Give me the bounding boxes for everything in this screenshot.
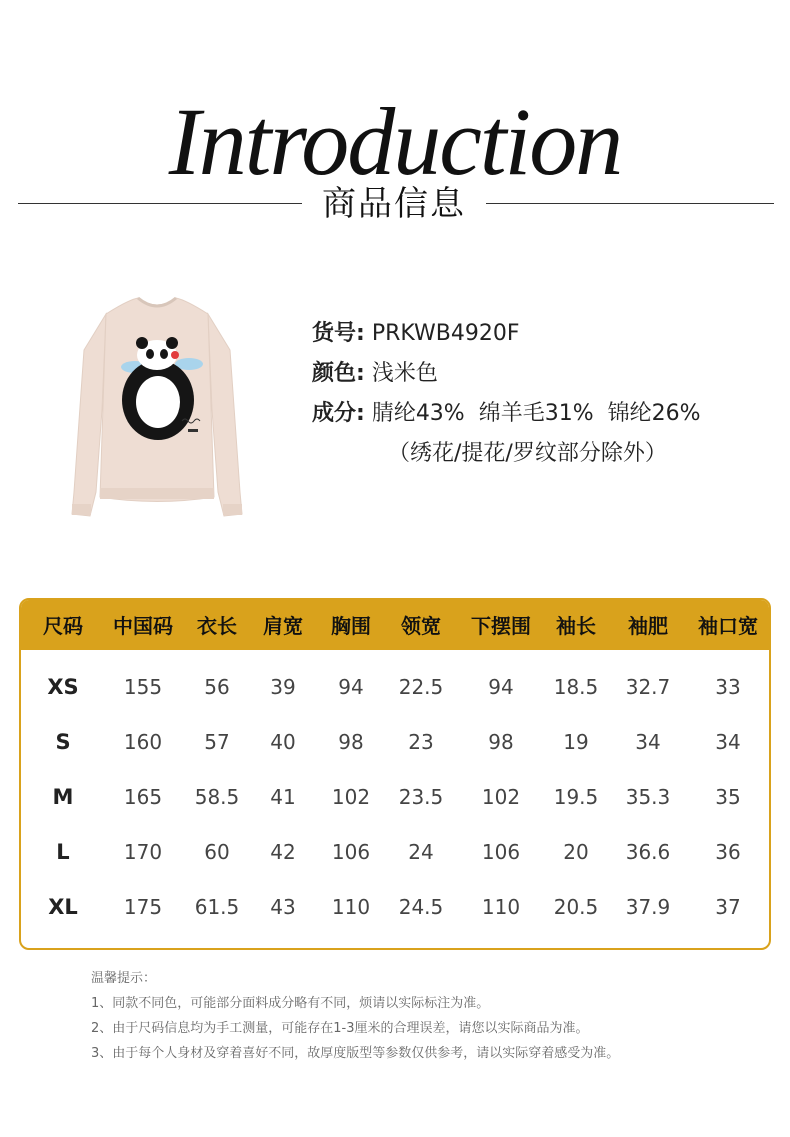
- size-table-cell: 34: [635, 730, 661, 754]
- size-label-cell: S: [55, 730, 71, 754]
- color-label: 颜色:: [312, 361, 365, 386]
- size-table-header-cell: 衣长: [197, 614, 237, 638]
- color-value: 浅米色: [371, 361, 438, 386]
- size-table-header-cell: 下摆围: [471, 614, 531, 638]
- size-table-cell: 61.5: [194, 895, 240, 919]
- size-table-cell: 22.5: [398, 675, 444, 699]
- material-label: 成分:: [312, 401, 365, 426]
- size-table-header-cell: 尺码: [43, 614, 83, 638]
- size-table-cell: 40: [270, 730, 296, 754]
- size-table-cell: 43: [270, 895, 296, 919]
- size-table-cell: 160: [123, 730, 163, 754]
- size-table-cell: 32.7: [625, 675, 671, 699]
- product-info: [312, 314, 700, 474]
- size-table-cell: 110: [331, 895, 371, 919]
- size-table-row: [21, 880, 769, 935]
- size-table-cell: 23.5: [398, 785, 444, 809]
- size-table-header-cell: 袖肥: [628, 614, 668, 638]
- material-note: （绣花/提花/罗纹部分除外）: [388, 441, 667, 466]
- size-table-cell: 19: [563, 730, 589, 754]
- introduction-title: Introduction: [168, 88, 622, 195]
- size-table-header-cell: 中国码: [113, 614, 173, 638]
- size-table-cell: 57: [204, 730, 230, 754]
- size-table-cell: 94: [338, 675, 364, 699]
- tips: [91, 966, 619, 1066]
- item-number-value: PRKWB4920F: [371, 321, 520, 346]
- size-table-cell: 39: [270, 675, 296, 699]
- size-table: [19, 598, 771, 950]
- material-value: 腈纶43% 绵羊毛31% 锦纶26%: [371, 401, 701, 426]
- size-table-cell: 102: [331, 785, 371, 809]
- size-table-cell: 36: [715, 840, 741, 864]
- size-table-header-cell: 肩宽: [263, 614, 303, 638]
- size-table-cell: 24: [408, 840, 434, 864]
- size-table-cell: 34: [715, 730, 741, 754]
- size-table-row: [21, 825, 769, 880]
- size-label-cell: L: [56, 840, 70, 864]
- size-table-cell: 36.6: [625, 840, 671, 864]
- size-table-cell: 35.3: [625, 785, 671, 809]
- size-table-cell: 56: [204, 675, 230, 699]
- panda-sweater-image: [68, 292, 246, 520]
- size-table-header-cell: 袖长: [556, 614, 596, 638]
- size-table-cell: 58.5: [194, 785, 240, 809]
- size-label-cell: XS: [47, 675, 79, 699]
- size-table-header-cell: 袖口宽: [698, 614, 758, 638]
- size-table-cell: 60: [204, 840, 230, 864]
- size-table-cell: 37: [715, 895, 741, 919]
- size-table-row: [21, 770, 769, 825]
- size-table-header-cell: 领宽: [401, 614, 441, 638]
- color-row: [312, 354, 700, 394]
- size-table-row: [21, 660, 769, 715]
- item-number-label: 货号:: [312, 321, 365, 346]
- tip-line: 1、同款不同色，可能部分面料成分略有不同，烦请以实际标注为准。: [91, 996, 490, 1011]
- size-table-cell: 175: [123, 895, 163, 919]
- size-table-cell: 24.5: [398, 895, 444, 919]
- tip-line: 3、由于每个人身材及穿着喜好不同，故厚度版型等参数仅供参考，请以实际穿着感受为准。: [91, 1046, 620, 1061]
- size-label-cell: M: [52, 785, 74, 809]
- size-table-cell: 165: [123, 785, 163, 809]
- tip-line: 2、由于尺码信息均为手工测量，可能存在1-3厘米的合理误差，请您以实际商品为准。: [91, 1021, 589, 1036]
- size-table-header: [21, 600, 769, 650]
- product-info-title: 商品信息: [322, 184, 466, 224]
- size-table-row: [21, 715, 769, 770]
- size-table-cell: 23: [408, 730, 434, 754]
- size-table-cell: 41: [270, 785, 296, 809]
- size-table-cell: 102: [481, 785, 521, 809]
- size-table-cell: 35: [715, 785, 741, 809]
- size-table-cell: 42: [270, 840, 296, 864]
- size-table-cell: 106: [331, 840, 371, 864]
- title-divider-right: [486, 203, 774, 204]
- size-table-cell: 20: [563, 840, 589, 864]
- size-table-cell: 18.5: [553, 675, 599, 699]
- tips-title: 温馨提示：: [91, 971, 157, 986]
- size-table-cell: 37.9: [625, 895, 671, 919]
- size-table-cell: 20.5: [553, 895, 599, 919]
- size-table-cell: 98: [488, 730, 514, 754]
- size-table-header-cell: 胸围: [331, 614, 371, 638]
- size-table-cell: 110: [481, 895, 521, 919]
- item-number-row: [312, 314, 700, 354]
- size-table-cell: 19.5: [553, 785, 599, 809]
- size-table-cell: 94: [488, 675, 514, 699]
- size-table-cell: 155: [123, 675, 163, 699]
- size-table-cell: 106: [481, 840, 521, 864]
- material-row: [312, 394, 700, 434]
- size-table-cell: 33: [715, 675, 741, 699]
- size-table-cell: 98: [338, 730, 364, 754]
- size-table-cell: 170: [123, 840, 163, 864]
- size-label-cell: XL: [48, 895, 78, 919]
- title-divider-left: [18, 203, 302, 204]
